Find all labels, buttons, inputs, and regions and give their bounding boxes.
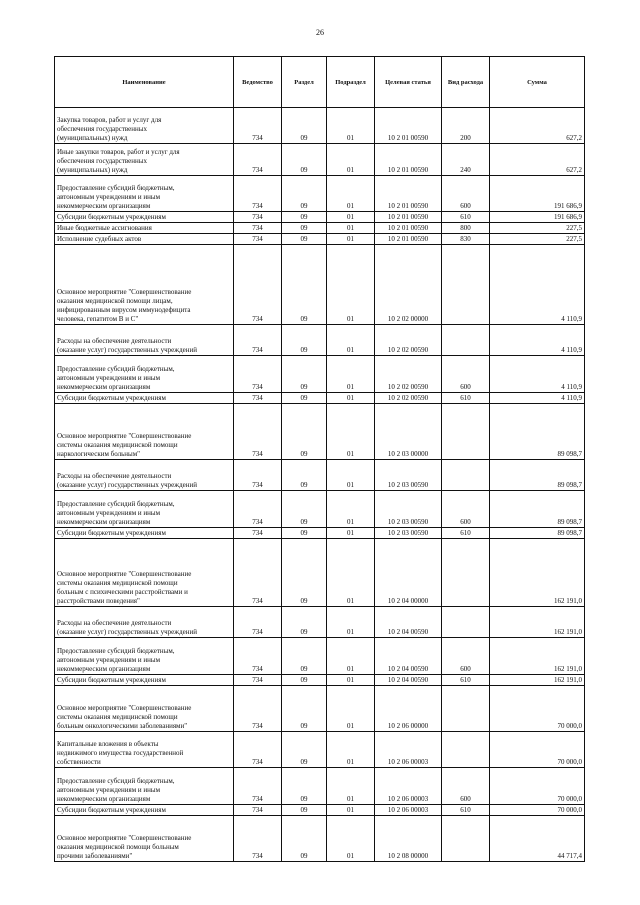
row-name-cell: Исполнение судебных актов <box>55 234 234 245</box>
row-vedomstvo-cell: 734 <box>234 686 282 732</box>
row-expense-type-cell <box>442 686 490 732</box>
row-expense-type-cell: 830 <box>442 234 490 245</box>
row-razdel-cell: 09 <box>282 528 327 539</box>
row-sum-cell: 627,2 <box>490 108 585 144</box>
row-sum-cell: 4 110,9 <box>490 356 585 393</box>
table-row <box>55 528 585 539</box>
row-vedomstvo-cell: 734 <box>234 325 282 356</box>
header-vedomstvo: Ведомство <box>234 57 282 108</box>
row-expense-type-cell: 610 <box>442 393 490 404</box>
row-vedomstvo-cell: 734 <box>234 675 282 686</box>
row-expense-type-cell: 600 <box>442 768 490 805</box>
row-expense-type-cell: 610 <box>442 675 490 686</box>
table-row <box>55 732 585 768</box>
row-expense-type-cell <box>442 539 490 607</box>
row-target-article-cell: 10 2 04 00000 <box>375 539 442 607</box>
row-vedomstvo-cell: 734 <box>234 805 282 816</box>
row-vedomstvo-cell: 734 <box>234 404 282 460</box>
row-razdel-cell: 09 <box>282 356 327 393</box>
table-row <box>55 460 585 491</box>
table-row <box>55 539 585 607</box>
row-razdel-cell: 09 <box>282 176 327 212</box>
row-sum-cell: 4 110,9 <box>490 325 585 356</box>
row-sum-cell: 89 098,7 <box>490 528 585 539</box>
row-razdel-cell: 09 <box>282 491 327 528</box>
row-vedomstvo-cell: 734 <box>234 539 282 607</box>
row-expense-type-cell <box>442 607 490 638</box>
row-name-cell: Субсидии бюджетным учреждениям <box>55 212 234 223</box>
row-target-article-cell: 10 2 06 00003 <box>375 805 442 816</box>
row-sum-cell: 4 110,9 <box>490 393 585 404</box>
row-sum-cell: 191 686,9 <box>490 212 585 223</box>
row-expense-type-cell: 600 <box>442 638 490 675</box>
row-podrazdel-cell: 01 <box>327 491 375 528</box>
row-podrazdel-cell: 01 <box>327 460 375 491</box>
table-row <box>55 144 585 176</box>
row-sum-cell: 162 191,0 <box>490 539 585 607</box>
row-vedomstvo-cell: 734 <box>234 816 282 862</box>
table-row <box>55 223 585 234</box>
row-razdel-cell: 09 <box>282 816 327 862</box>
row-sum-cell: 70 000,0 <box>490 805 585 816</box>
row-target-article-cell: 10 2 03 00590 <box>375 491 442 528</box>
page-number: 26 <box>316 28 324 37</box>
header-sum: Сумма <box>490 57 585 108</box>
row-expense-type-cell: 800 <box>442 223 490 234</box>
table-row <box>55 404 585 460</box>
table-row <box>55 245 585 325</box>
row-expense-type-cell: 200 <box>442 108 490 144</box>
row-name-cell: Основное мероприятие "Совершенствование системы оказания медицинской помощи больным онкологическими заболеваниями" <box>55 686 234 732</box>
table-row <box>55 356 585 393</box>
row-razdel-cell: 09 <box>282 539 327 607</box>
row-sum-cell: 70 000,0 <box>490 732 585 768</box>
row-sum-cell: 44 717,4 <box>490 816 585 862</box>
table-row <box>55 686 585 732</box>
row-target-article-cell: 10 2 06 00003 <box>375 768 442 805</box>
row-razdel-cell: 09 <box>282 234 327 245</box>
row-name-cell: Субсидии бюджетным учреждениям <box>55 528 234 539</box>
row-sum-cell: 191 686,9 <box>490 176 585 212</box>
row-podrazdel-cell: 01 <box>327 245 375 325</box>
row-name-cell: Основное мероприятие "Совершенствование системы оказания медицинской помощи наркологическим больным" <box>55 404 234 460</box>
row-target-article-cell: 10 2 01 00590 <box>375 234 442 245</box>
row-sum-cell: 162 191,0 <box>490 638 585 675</box>
row-razdel-cell: 09 <box>282 325 327 356</box>
row-expense-type-cell <box>442 732 490 768</box>
row-name-cell: Субсидии бюджетным учреждениям <box>55 675 234 686</box>
row-name-cell: Субсидии бюджетным учреждениям <box>55 805 234 816</box>
row-vedomstvo-cell: 734 <box>234 245 282 325</box>
row-podrazdel-cell: 01 <box>327 805 375 816</box>
row-razdel-cell: 09 <box>282 732 327 768</box>
row-name-cell: Предоставление субсидий бюджетным, автономным учреждениям и иным некоммерческим организациям <box>55 356 234 393</box>
row-podrazdel-cell: 01 <box>327 234 375 245</box>
row-expense-type-cell: 600 <box>442 176 490 212</box>
row-podrazdel-cell: 01 <box>327 212 375 223</box>
row-razdel-cell: 09 <box>282 144 327 176</box>
table-row <box>55 638 585 675</box>
table-body <box>55 108 585 862</box>
row-target-article-cell: 10 2 04 00590 <box>375 607 442 638</box>
header-podrazdel: Подраздел <box>327 57 375 108</box>
row-name-cell: Основное мероприятие "Совершенствование системы оказания медицинской помощи больным с психическими расстройствами и расстройствами поведения" <box>55 539 234 607</box>
row-expense-type-cell <box>442 325 490 356</box>
row-target-article-cell: 10 2 06 00000 <box>375 686 442 732</box>
row-vedomstvo-cell: 734 <box>234 223 282 234</box>
row-sum-cell: 89 098,7 <box>490 491 585 528</box>
row-target-article-cell: 10 2 04 00590 <box>375 638 442 675</box>
row-name-cell: Расходы на обеспечение деятельности (оказание услуг) государственных учреждений <box>55 325 234 356</box>
row-podrazdel-cell: 01 <box>327 732 375 768</box>
header-expense-type: Вид расхода <box>442 57 490 108</box>
row-vedomstvo-cell: 734 <box>234 212 282 223</box>
table-row <box>55 607 585 638</box>
row-podrazdel-cell: 01 <box>327 144 375 176</box>
row-sum-cell: 89 098,7 <box>490 460 585 491</box>
row-razdel-cell: 09 <box>282 686 327 732</box>
row-podrazdel-cell: 01 <box>327 816 375 862</box>
table-row <box>55 491 585 528</box>
row-podrazdel-cell: 01 <box>327 528 375 539</box>
row-target-article-cell: 10 2 04 00590 <box>375 675 442 686</box>
table-row <box>55 108 585 144</box>
row-expense-type-cell: 240 <box>442 144 490 176</box>
table-row <box>55 805 585 816</box>
row-name-cell: Закупка товаров, работ и услуг для обеспечения государственных (муниципальных) нужд <box>55 108 234 144</box>
row-target-article-cell: 10 2 02 00590 <box>375 393 442 404</box>
table-row <box>55 816 585 862</box>
row-target-article-cell: 10 2 03 00000 <box>375 404 442 460</box>
row-name-cell: Основное мероприятие "Совершенствование оказания медицинской помощи больным прочими заболеваниями" <box>55 816 234 862</box>
header-name: Наименование <box>55 57 234 108</box>
row-expense-type-cell <box>442 816 490 862</box>
row-vedomstvo-cell: 734 <box>234 356 282 393</box>
header-razdel: Раздел <box>282 57 327 108</box>
row-name-cell: Иные бюджетные ассигнования <box>55 223 234 234</box>
row-podrazdel-cell: 01 <box>327 393 375 404</box>
row-vedomstvo-cell: 734 <box>234 460 282 491</box>
row-name-cell: Расходы на обеспечение деятельности (оказание услуг) государственных учреждений <box>55 607 234 638</box>
row-podrazdel-cell: 01 <box>327 356 375 393</box>
row-target-article-cell: 10 2 03 00590 <box>375 528 442 539</box>
row-name-cell: Основное мероприятие "Совершенствование оказания медицинской помощи лицам, инфицированным вирусом иммунодефицита человека, гепатитом В и С" <box>55 245 234 325</box>
row-name-cell: Расходы на обеспечение деятельности (оказание услуг) государственных учреждений <box>55 460 234 491</box>
row-podrazdel-cell: 01 <box>327 108 375 144</box>
row-target-article-cell: 10 2 02 00000 <box>375 245 442 325</box>
row-sum-cell: 4 110,9 <box>490 245 585 325</box>
row-podrazdel-cell: 01 <box>327 686 375 732</box>
row-razdel-cell: 09 <box>282 245 327 325</box>
row-target-article-cell: 10 2 01 00590 <box>375 176 442 212</box>
row-expense-type-cell: 610 <box>442 805 490 816</box>
row-vedomstvo-cell: 734 <box>234 393 282 404</box>
row-podrazdel-cell: 01 <box>327 675 375 686</box>
row-sum-cell: 89 098,7 <box>490 404 585 460</box>
row-razdel-cell: 09 <box>282 393 327 404</box>
table-row <box>55 325 585 356</box>
row-name-cell: Иные закупки товаров, работ и услуг для обеспечения государственных (муниципальных) нужд <box>55 144 234 176</box>
row-vedomstvo-cell: 734 <box>234 607 282 638</box>
row-podrazdel-cell: 01 <box>327 539 375 607</box>
row-target-article-cell: 10 2 02 00590 <box>375 356 442 393</box>
row-target-article-cell: 10 2 03 00590 <box>375 460 442 491</box>
row-expense-type-cell <box>442 404 490 460</box>
row-razdel-cell: 09 <box>282 638 327 675</box>
row-sum-cell: 70 000,0 <box>490 768 585 805</box>
row-expense-type-cell <box>442 460 490 491</box>
table-row <box>55 768 585 805</box>
row-vedomstvo-cell: 734 <box>234 176 282 212</box>
row-razdel-cell: 09 <box>282 607 327 638</box>
row-name-cell: Субсидии бюджетным учреждениям <box>55 393 234 404</box>
row-target-article-cell: 10 2 02 00590 <box>375 325 442 356</box>
row-podrazdel-cell: 01 <box>327 638 375 675</box>
row-podrazdel-cell: 01 <box>327 404 375 460</box>
row-target-article-cell: 10 2 06 00003 <box>375 732 442 768</box>
row-vedomstvo-cell: 734 <box>234 768 282 805</box>
row-razdel-cell: 09 <box>282 223 327 234</box>
table-row <box>55 393 585 404</box>
table-row <box>55 212 585 223</box>
row-sum-cell: 227,5 <box>490 223 585 234</box>
row-vedomstvo-cell: 734 <box>234 491 282 528</box>
row-vedomstvo-cell: 734 <box>234 234 282 245</box>
row-podrazdel-cell: 01 <box>327 176 375 212</box>
row-sum-cell: 162 191,0 <box>490 675 585 686</box>
row-razdel-cell: 09 <box>282 675 327 686</box>
row-razdel-cell: 09 <box>282 108 327 144</box>
row-vedomstvo-cell: 734 <box>234 528 282 539</box>
row-razdel-cell: 09 <box>282 768 327 805</box>
row-podrazdel-cell: 01 <box>327 607 375 638</box>
row-vedomstvo-cell: 734 <box>234 732 282 768</box>
row-podrazdel-cell: 01 <box>327 223 375 234</box>
table-row <box>55 176 585 212</box>
table-header-row <box>55 57 585 108</box>
row-sum-cell: 162 191,0 <box>490 607 585 638</box>
row-vedomstvo-cell: 734 <box>234 108 282 144</box>
row-name-cell: Предоставление субсидий бюджетным, автономным учреждениям и иным некоммерческим организациям <box>55 176 234 212</box>
row-expense-type-cell: 610 <box>442 528 490 539</box>
row-name-cell: Капитальные вложения в объекты недвижимого имущества государственной собственности <box>55 732 234 768</box>
row-expense-type-cell: 600 <box>442 356 490 393</box>
row-vedomstvo-cell: 734 <box>234 144 282 176</box>
row-sum-cell: 627,2 <box>490 144 585 176</box>
row-razdel-cell: 09 <box>282 805 327 816</box>
row-target-article-cell: 10 2 01 00590 <box>375 144 442 176</box>
row-vedomstvo-cell: 734 <box>234 638 282 675</box>
row-razdel-cell: 09 <box>282 212 327 223</box>
header-target-article: Целевая статья <box>375 57 442 108</box>
row-target-article-cell: 10 2 01 00590 <box>375 108 442 144</box>
table-row <box>55 234 585 245</box>
row-target-article-cell: 10 2 01 00590 <box>375 223 442 234</box>
table-row <box>55 675 585 686</box>
row-name-cell: Предоставление субсидий бюджетным, автономным учреждениям и иным некоммерческим организациям <box>55 638 234 675</box>
budget-table <box>54 56 585 862</box>
row-expense-type-cell: 610 <box>442 212 490 223</box>
row-podrazdel-cell: 01 <box>327 768 375 805</box>
row-razdel-cell: 09 <box>282 404 327 460</box>
row-sum-cell: 70 000,0 <box>490 686 585 732</box>
row-name-cell: Предоставление субсидий бюджетным, автономным учреждениям и иным некоммерческим организациям <box>55 768 234 805</box>
row-razdel-cell: 09 <box>282 460 327 491</box>
row-sum-cell: 227,5 <box>490 234 585 245</box>
row-target-article-cell: 10 2 08 00000 <box>375 816 442 862</box>
row-expense-type-cell <box>442 245 490 325</box>
row-podrazdel-cell: 01 <box>327 325 375 356</box>
row-expense-type-cell: 600 <box>442 491 490 528</box>
row-name-cell: Предоставление субсидий бюджетным, автономным учреждениям и иным некоммерческим организациям <box>55 491 234 528</box>
row-target-article-cell: 10 2 01 00590 <box>375 212 442 223</box>
